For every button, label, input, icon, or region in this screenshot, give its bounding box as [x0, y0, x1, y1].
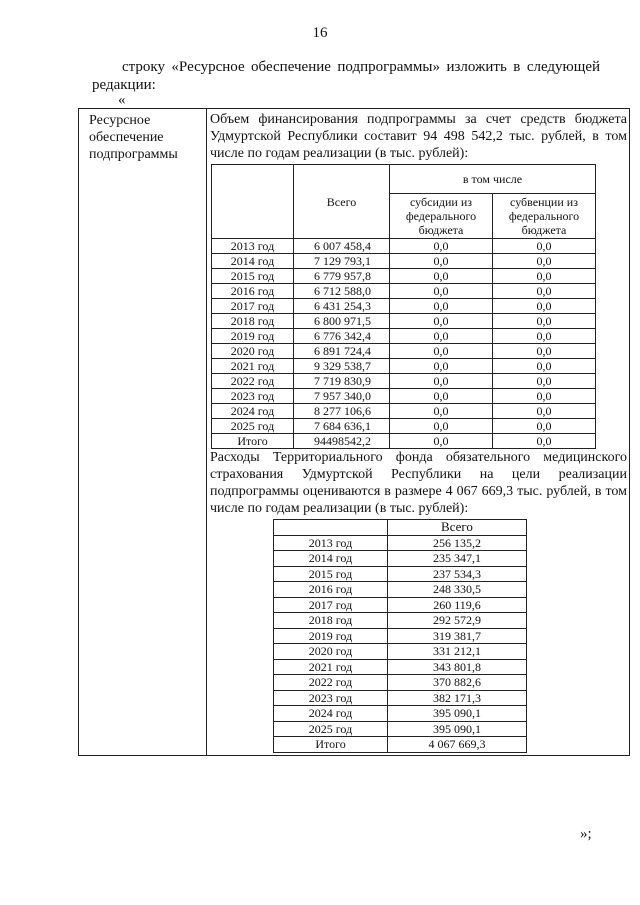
budget-subventions-cell: 0,0 — [493, 434, 596, 449]
row-label: Ресурсное обеспечение подпрограммы — [79, 109, 207, 756]
row-content — [207, 109, 630, 756]
fund-row — [274, 721, 527, 737]
budget-total-cell: 6 776 342,4 — [294, 329, 390, 344]
fund-row — [274, 706, 527, 722]
budget-row — [212, 314, 596, 329]
budget-subventions-cell: 0,0 — [493, 269, 596, 284]
fund-table-body — [274, 535, 527, 752]
budget-row — [212, 254, 596, 269]
budget-total-cell: 6 779 957,8 — [294, 269, 390, 284]
budget-total-cell: 6 891 724,4 — [294, 344, 390, 359]
budget-subsidies-cell: 0,0 — [390, 254, 493, 269]
budget-row — [212, 434, 596, 449]
fund-year-cell: 2016 год — [274, 582, 388, 598]
budget-row — [212, 329, 596, 344]
budget-row — [212, 344, 596, 359]
fund-row — [274, 659, 527, 675]
budget-total-cell: 9 329 538,7 — [294, 359, 390, 374]
fund-year-cell: 2013 год — [274, 535, 388, 551]
budget-total-cell: 6 712 588,0 — [294, 284, 390, 299]
fund-total-cell: 260 119,6 — [388, 597, 527, 613]
budget-subventions-cell: 0,0 — [493, 389, 596, 404]
budget-header-row-1 — [212, 165, 596, 194]
budget-row — [212, 374, 596, 389]
fund-row — [274, 582, 527, 598]
fund-row — [274, 597, 527, 613]
budget-total-cell: 8 277 106,6 — [294, 404, 390, 419]
budget-total-cell: 7 684 636,1 — [294, 419, 390, 434]
fund-row — [274, 737, 527, 753]
fund-total-cell: 4 067 669,3 — [388, 737, 527, 753]
fund-row — [274, 535, 527, 551]
fund-row — [274, 675, 527, 691]
budget-subventions-cell: 0,0 — [493, 374, 596, 389]
fund-year-cell: 2014 год — [274, 551, 388, 567]
budget-subventions-cell: 0,0 — [493, 314, 596, 329]
budget-row — [212, 299, 596, 314]
budget-total-cell: 6 800 971,5 — [294, 314, 390, 329]
budget-year-cell: 2016 год — [212, 284, 294, 299]
budget-year-cell: 2014 год — [212, 254, 294, 269]
budget-header-including: в том числе — [390, 165, 596, 194]
fund-year-cell: 2023 год — [274, 690, 388, 706]
fund-year-cell: 2017 год — [274, 597, 388, 613]
fund-total-cell: 382 171,3 — [388, 690, 527, 706]
budget-subsidies-cell: 0,0 — [390, 374, 493, 389]
budget-total-cell: 94498542,2 — [294, 434, 390, 449]
budget-subventions-cell: 0,0 — [493, 329, 596, 344]
fund-year-cell: 2020 год — [274, 644, 388, 660]
budget-subventions-cell: 0,0 — [493, 344, 596, 359]
budget-subventions-cell: 0,0 — [493, 254, 596, 269]
fund-total-cell: 292 572,9 — [388, 613, 527, 629]
budget-year-cell: 2024 год — [212, 404, 294, 419]
budget-table-body — [212, 239, 596, 449]
fund-total-cell: 256 135,2 — [388, 535, 527, 551]
budget-total-cell: 7 129 793,1 — [294, 254, 390, 269]
fund-year-cell: 2021 год — [274, 659, 388, 675]
budget-total-cell: 6 007 458,4 — [294, 239, 390, 254]
close-quote: »; — [580, 826, 592, 842]
open-quote: « — [118, 92, 126, 108]
budget-year-cell: 2018 год — [212, 314, 294, 329]
budget-year-cell: 2021 год — [212, 359, 294, 374]
budget-total-cell: 7 957 340,0 — [294, 389, 390, 404]
budget-subsidies-cell: 0,0 — [390, 419, 493, 434]
fund-year-cell: 2019 год — [274, 628, 388, 644]
fund-header-row — [274, 520, 527, 536]
budget-subsidies-cell: 0,0 — [390, 284, 493, 299]
budget-row — [212, 389, 596, 404]
budget-row — [212, 419, 596, 434]
budget-subsidies-cell: 0,0 — [390, 239, 493, 254]
budget-subsidies-cell: 0,0 — [390, 359, 493, 374]
funding-paragraph: Объем финансирования подпрограммы за счет средств бюджета Удмуртской Республики составит 94 498 542,2 тыс. рублей, в том числе по годам реализации (в тыс. рублей): — [210, 112, 627, 161]
fund-total-cell: 331 212,1 — [388, 644, 527, 660]
budget-subsidies-cell: 0,0 — [390, 434, 493, 449]
fund-year-cell: 2025 год — [274, 721, 388, 737]
fund-total-cell: 235 347,1 — [388, 551, 527, 567]
resource-table — [78, 108, 630, 756]
budget-row — [212, 404, 596, 419]
fund-row — [274, 644, 527, 660]
budget-subsidies-cell: 0,0 — [390, 389, 493, 404]
budget-table — [211, 164, 596, 449]
fund-total-cell: 395 090,1 — [388, 721, 527, 737]
fund-year-cell: Итого — [274, 737, 388, 753]
budget-subventions-cell: 0,0 — [493, 299, 596, 314]
resource-row — [79, 109, 630, 756]
fund-paragraph: Расходы Территориального фонда обязательного медицинского страхования Удмуртской Республики на цели реализации подпрограммы оцениваются в размере 4 067 669,3 тыс. рублей, в том числе по годам реализации (в тыс. рублей): — [210, 450, 627, 516]
fund-row — [274, 551, 527, 567]
budget-year-cell: 2017 год — [212, 299, 294, 314]
fund-row — [274, 566, 527, 582]
budget-subsidies-cell: 0,0 — [390, 329, 493, 344]
fund-table — [273, 519, 527, 753]
budget-header-subsidies: субсидии из федерального бюджета — [390, 194, 493, 239]
budget-subventions-cell: 0,0 — [493, 404, 596, 419]
budget-row — [212, 359, 596, 374]
budget-total-cell: 6 431 254,3 — [294, 299, 390, 314]
budget-year-cell: Итого — [212, 434, 294, 449]
budget-subsidies-cell: 0,0 — [390, 314, 493, 329]
fund-row — [274, 613, 527, 629]
budget-header-year — [212, 165, 294, 239]
fund-year-cell: 2024 год — [274, 706, 388, 722]
budget-header-total: Всего — [294, 165, 390, 239]
budget-subventions-cell: 0,0 — [493, 359, 596, 374]
budget-subsidies-cell: 0,0 — [390, 299, 493, 314]
budget-year-cell: 2025 год — [212, 419, 294, 434]
budget-subsidies-cell: 0,0 — [390, 344, 493, 359]
budget-year-cell: 2015 год — [212, 269, 294, 284]
budget-year-cell: 2020 год — [212, 344, 294, 359]
budget-year-cell: 2013 год — [212, 239, 294, 254]
fund-total-cell: 395 090,1 — [388, 706, 527, 722]
budget-subventions-cell: 0,0 — [493, 284, 596, 299]
budget-year-cell: 2023 год — [212, 389, 294, 404]
fund-row — [274, 628, 527, 644]
page-number: 16 — [312, 25, 328, 41]
budget-row — [212, 239, 596, 254]
budget-row — [212, 269, 596, 284]
budget-subsidies-cell: 0,0 — [390, 269, 493, 284]
intro-text: строку «Ресурсное обеспечение подпрограммы» изложить в следующей редакции: — [92, 59, 600, 93]
fund-row — [274, 690, 527, 706]
fund-total-cell: 343 801,8 — [388, 659, 527, 675]
fund-header-total: Всего — [388, 520, 527, 536]
fund-total-cell: 248 330,5 — [388, 582, 527, 598]
budget-subventions-cell: 0,0 — [493, 239, 596, 254]
budget-row — [212, 284, 596, 299]
fund-year-cell: 2018 год — [274, 613, 388, 629]
budget-total-cell: 7 719 830,9 — [294, 374, 390, 389]
budget-subventions-cell: 0,0 — [493, 419, 596, 434]
budget-year-cell: 2019 год — [212, 329, 294, 344]
budget-year-cell: 2022 год — [212, 374, 294, 389]
fund-header-year — [274, 520, 388, 536]
fund-total-cell: 237 534,3 — [388, 566, 527, 582]
fund-year-cell: 2022 год — [274, 675, 388, 691]
budget-header-subventions: субвенции из федерального бюджета — [493, 194, 596, 239]
fund-total-cell: 370 882,6 — [388, 675, 527, 691]
fund-year-cell: 2015 год — [274, 566, 388, 582]
budget-subsidies-cell: 0,0 — [390, 404, 493, 419]
fund-total-cell: 319 381,7 — [388, 628, 527, 644]
